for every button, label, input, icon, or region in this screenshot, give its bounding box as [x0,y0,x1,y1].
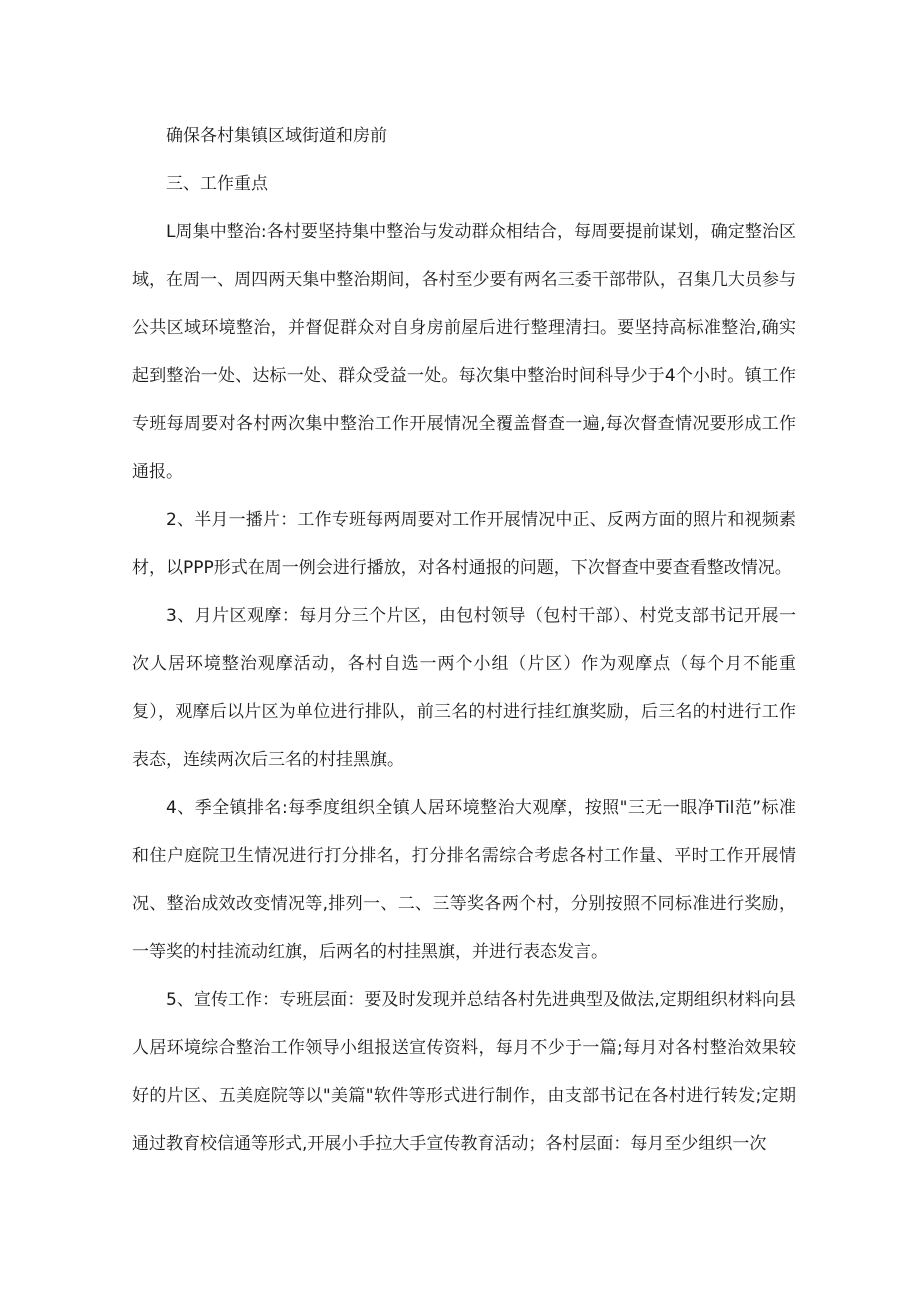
intro-line: 确保各村集镇区域街道和房前 [166,126,387,146]
paragraph-3: 3、月片区观摩：每月分三个片区，由包村领导（包村干部）、村党支部书记开展一次人居环境整治观摩活动，各村自选一两个小组（片区）作为观摩点（每个月不能重复），观摩后以片区为单位进行排队，前三名的村进行挂红旗奖励，后三名的村进行工作表态，连续两次后三名的村挂黑旗。 [132,606,796,770]
paragraph-2: 2、半月一播片：工作专班每两周要对工作开展情况中正、反两方面的照片和视频素材，以PPP形式在周一例会进行播放，对各村通报的问题，下次督查中要查看整改情况。 [132,510,796,578]
paragraph-5: 5、宣传工作：专班层面：要及时发现并总结各村先进典型及做法,定期组织材料向县人居环境综合整治工作领导小组报送宣传资料，每月不少于一篇;每月对各村整治效果较好的片区、五美庭院等以"美篇"软件等形式进行制作，由支部书记在各村进行转发;定期通过教育校信通等形式,开展小手拉大手宣传教育活动；各村层面：每月至少组织一次 [132,990,796,1154]
section-heading: 三、工作重点 [166,174,268,194]
paragraph-1: L周集中整治:各村要坚持集中整治与发动群众相结合，每周要提前谋划，确定整治区域，在周一、周四两天集中整治期间，各村至少要有两名三委干部带队，召集几大员参与公共区域环境整治，并督促群众对自身房前屋后进行整理清扫。要坚持高标准整治,确实起到整治一处、达标一处、群众受益一处。每次集中整治时间科导少于4个小时。镇工作专班每周要对各村两次集中整治工作开展情况全覆盖督查一遍,每次督查情况要形成工作通报。 [132,222,796,482]
paragraph-4: 4、季全镇排名:每季度组织全镇人居环境整治大观摩，按照"三无一眼净Til范”标准和住户庭院卫生情况进行打分排名，打分排名需综合考虑各村工作量、平时工作开展情况、整治成效改变情况等,排列一、二、三等奖各两个村，分别按照不同标准进行奖励，一等奖的村挂流动红旗，后两名的村挂黑旗，并进行表态发言。 [132,798,796,962]
document-page [132,112,796,1168]
